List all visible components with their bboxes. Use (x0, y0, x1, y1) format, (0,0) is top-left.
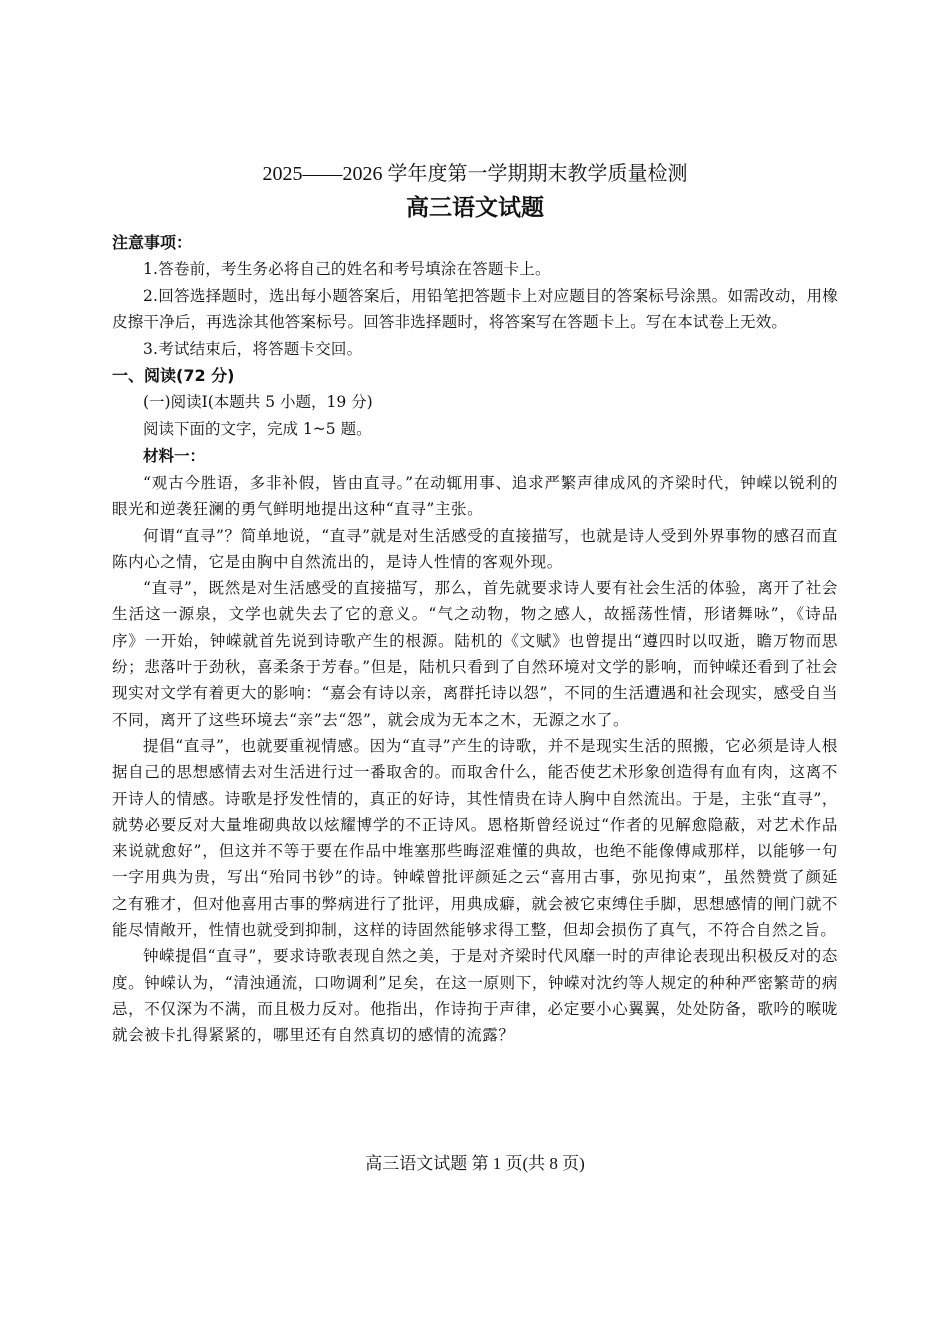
exam-subtitle: 高三语文试题 (406, 195, 544, 221)
section-heading: 一、阅读(72 分) (112, 366, 235, 385)
notice-item: 2.回答选择题时，选出每小题答案后，用铅笔把答题卡上对应题目的答案标号涂黑。如需改动，用橡皮擦干净后，再选涂其他答案标号。回答非选择题时，将答案写在答题卡上。写在本试卷上无效。 (112, 286, 838, 331)
notice-heading: 注意事项： (112, 233, 193, 252)
instruction-text: 阅读下面的文字，完成 1~5 题。 (143, 420, 372, 438)
material-paragraph: “观古今胜语，多非补假，皆由直寻。”在动辄用事、追求严繁声律成风的齐梁时代，钟嵘以锐利的眼光和逆袭狂澜的勇气鲜明地提出这种“直寻”主张。 (112, 474, 838, 519)
material-heading: 材料一： (143, 447, 206, 465)
material-paragraph: 钟嵘提倡“直寻”，要求诗歌表现自然之美，于是对齐梁时代风靡一时的声律论表现出积极反对的态度。钟嵘认为，“清浊通流，口吻调利”足矣，在这一原则下，钟嵘对沈约等人规定的种种严密繁苛的病忌，不仅深为不满，而且极力反对。他指出，作诗拘于声律，必定要小心翼翼，处处防备，歌吟的喉咙就会被卡扎得紧紧的，哪里还有自然真切的感情的流露？ (112, 947, 838, 1045)
page-footer: 高三语文试题 第 1 页(共 8 页) (365, 1154, 585, 1173)
exam-title: 2025——2026 学年度第一学期期末教学质量检测 (262, 163, 688, 185)
exam-page (112, 160, 838, 1049)
part-heading: (一)阅读Ⅰ(本题共 5 小题，19 分) (143, 393, 373, 411)
material-paragraph: 提倡“直寻”，也就要重视情感。因为“直寻”产生的诗歌，并不是现实生活的照搬，它必须是诗人根据自己的思想感情去对生活进行过一番取舍的。而取舍什么，能否使艺术形象创造得有血有肉，这离不开诗人的情感。诗歌是抒发性情的，真正的好诗，其性情贵在诗人胸中自然流出。于是，主张“直寻”，就势必要反对大量堆砌典故以炫耀博学的不正诗风。恩格斯曾经说过“作者的见解愈隐蔽，对艺术作品来说就愈好”，但这并不等于要在作品中堆塞那些晦涩难懂的典故，也绝不能像傅咸那样，以能够一句一字用典为贵，写出“殆同书钞”的诗。钟嵘曾批评颜延之云“喜用古事，弥见拘束”，虽然赞赏了颜延之有雅才，但对他喜用古事的弊病进行了批评，用典成癖，就会被它束缚住手脚，思想感情的闸门就不能尽情敞开，性情也就受到抑制，这样的诗固然能够求得工整，但却会损伤了真气，不符合自然之旨。 (112, 736, 838, 940)
notice-item: 3.考试结束后，将答题卡交回。 (143, 339, 363, 358)
notice-item: 1.答卷前，考生务必将自己的姓名和考号填涂在答题卡上。 (143, 260, 551, 278)
material-paragraph: 何谓“直寻”？简单地说，“直寻”就是对生活感受的直接描写，也就是诗人受到外界事物的感召而直陈内心之情，它是由胸中自然流出的，是诗人性情的客观外现。 (112, 526, 838, 571)
material-paragraph: “直寻”，既然是对生活感受的直接描写，那么，首先就要求诗人要有社会生活的体验，离开了社会生活这一源泉，文学也就失去了它的意义。“气之动物，物之感人，故摇荡性情，形诸舞咏”，《诗品序》一开始，钟嵘就首先说到诗歌产生的根源。陆机的《文赋》也曾提出“遵四时以叹逝，瞻万物而思纷；悲落叶于劲秋，喜柔条于芳春。”但是，陆机只看到了自然环境对文学的影响，而钟嵘还看到了社会现实对文学有着更大的影响：“嘉会有诗以亲，离群托诗以怨”，不同的生活遭遇和社会现实，感受自当不同，离开了这些环境去“亲”去“怨”，就会成为无本之木，无源之水了。 (112, 579, 838, 729)
